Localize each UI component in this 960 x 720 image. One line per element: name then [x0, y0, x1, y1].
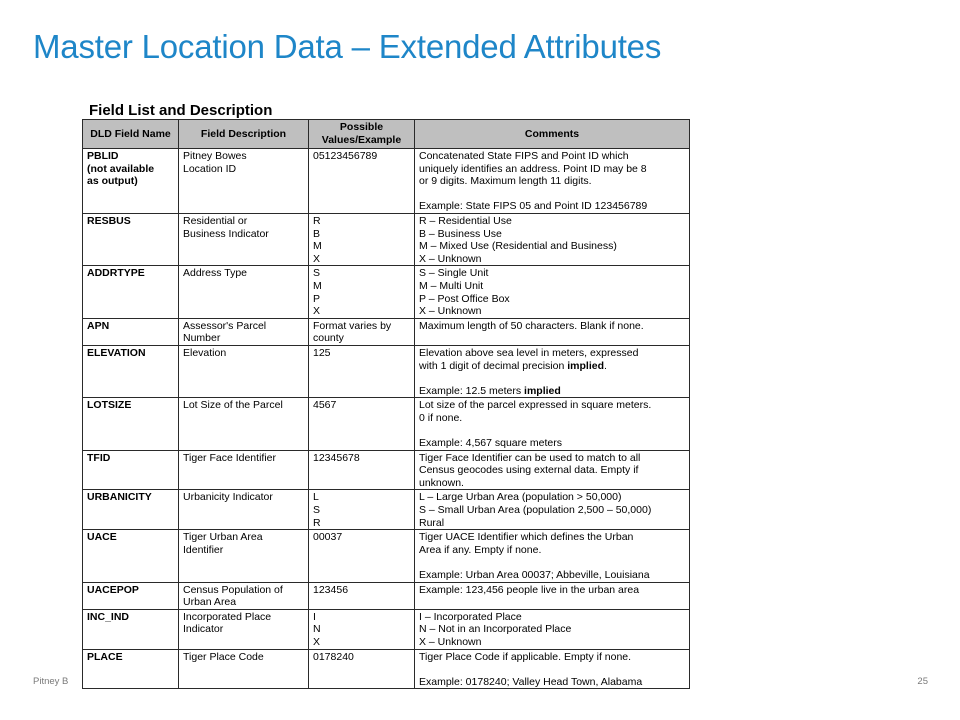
comment-text: N – Not in an Incorporated Place: [419, 623, 572, 636]
possible-values-cell: 125: [309, 345, 415, 397]
comment-text: .: [604, 359, 607, 372]
comment-line: [419, 477, 685, 490]
table-row: [83, 345, 690, 397]
field-name-cell: ADDRTYPE: [83, 266, 179, 318]
comment-line: [419, 412, 685, 425]
comment-line: [419, 200, 685, 213]
comments-cell: [415, 582, 690, 609]
field-description-cell: Tiger Place Code: [179, 649, 309, 689]
field-name-cell: ELEVATION: [83, 345, 179, 397]
comment-text: Lot size of the parcel expressed in square meters.: [419, 399, 652, 412]
comment-line: [419, 360, 685, 373]
field-name-cell: UACE: [83, 530, 179, 582]
possible-values-cell: 123456: [309, 582, 415, 609]
field-description-cell: Lot Size of the Parcel: [179, 398, 309, 450]
table-header-row: [83, 120, 690, 149]
comment-line: [419, 544, 685, 557]
field-name-cell: PBLID (not available as output): [83, 149, 179, 214]
comments-cell: [415, 398, 690, 450]
comment-line: [419, 424, 685, 437]
field-description-cell: Census Population of Urban Area: [179, 582, 309, 609]
comment-line: [419, 228, 685, 241]
comment-text: P – Post Office Box: [419, 292, 510, 305]
field-description-cell: Urbanicity Indicator: [179, 490, 309, 530]
footer-company-text: Pitney B: [33, 676, 69, 687]
field-name-cell: LOTSIZE: [83, 398, 179, 450]
comment-text: Example: 4,567 square meters: [419, 437, 562, 450]
comment-line: [419, 504, 685, 517]
comment-text: M – Multi Unit: [419, 279, 484, 292]
comment-line: [419, 372, 685, 385]
table-row: [83, 649, 690, 689]
table-row: [83, 398, 690, 450]
comment-line: [419, 293, 685, 306]
comment-text: Example: State FIPS 05 and Point ID 123456789: [419, 200, 648, 213]
comment-text: Maximum length of 50 characters. Blank if none.: [419, 319, 644, 332]
possible-values-cell: 0178240: [309, 649, 415, 689]
comment-line: [419, 531, 685, 544]
table-row: [83, 490, 690, 530]
possible-values-cell: L S R: [309, 490, 415, 530]
comment-line: [419, 437, 685, 450]
comment-text: 0 if none.: [419, 411, 463, 424]
field-description-cell: Assessor's Parcel Number: [179, 318, 309, 345]
field-description-cell: Incorporated Place Indicator: [179, 609, 309, 649]
table-row: [83, 149, 690, 214]
table-row: [83, 450, 690, 490]
comment-line: [419, 253, 685, 266]
comments-cell: [415, 450, 690, 490]
comments-cell: [415, 149, 690, 214]
comment-text: Elevation above sea level in meters, expressed: [419, 346, 639, 359]
field-description-cell: Address Type: [179, 266, 309, 318]
comments-cell: [415, 266, 690, 318]
comment-text: X – Unknown: [419, 252, 482, 265]
possible-values-cell: 00037: [309, 530, 415, 582]
comment-text: Example: 0178240; Valley Head Town, Alabama: [419, 675, 643, 688]
field-name-cell: INC_IND: [83, 609, 179, 649]
page-title: Master Location Data – Extended Attributes: [33, 28, 662, 65]
comment-text: unknown.: [419, 476, 464, 489]
possible-values-cell: Format varies by county: [309, 318, 415, 345]
comment-emphasis: implied: [524, 384, 561, 397]
comment-line: [419, 491, 685, 504]
comment-line: [419, 347, 685, 360]
comment-text: Area if any. Empty if none.: [419, 543, 542, 556]
comment-line: [419, 163, 685, 176]
comment-text: Rural: [419, 516, 445, 529]
comment-line: [419, 150, 685, 163]
comment-line: [419, 385, 685, 398]
table-row: [83, 213, 690, 265]
field-description-cell: Residential or Business Indicator: [179, 213, 309, 265]
comment-line: [419, 556, 685, 569]
table-row: [83, 530, 690, 582]
possible-values-cell: R B M X: [309, 213, 415, 265]
field-name-cell: APN: [83, 318, 179, 345]
comment-text: with 1 digit of decimal precision: [419, 359, 568, 372]
comments-cell: [415, 318, 690, 345]
comment-line: [419, 305, 685, 318]
possible-values-cell: 4567: [309, 398, 415, 450]
comment-line: [419, 676, 685, 689]
table-row: [83, 609, 690, 649]
field-name-cell: PLACE: [83, 649, 179, 689]
page-number: 25: [917, 676, 928, 687]
comment-text: Tiger UACE Identifier which defines the Urban: [419, 531, 634, 544]
comments-cell: [415, 490, 690, 530]
comment-text: X – Unknown: [419, 305, 482, 318]
comment-line: [419, 623, 685, 636]
possible-values-cell: 12345678: [309, 450, 415, 490]
field-name-cell: UACEPOP: [83, 582, 179, 609]
comment-line: [419, 320, 685, 333]
field-description-cell: Pitney Bowes Location ID: [179, 149, 309, 214]
comment-text: L – Large Urban Area (population > 50,000): [419, 491, 622, 504]
column-header-field-description: Field Description: [179, 120, 309, 149]
field-description-cell: Elevation: [179, 345, 309, 397]
comment-line: [419, 175, 685, 188]
comment-line: [419, 452, 685, 465]
comment-line: [419, 240, 685, 253]
comment-line: [419, 584, 685, 597]
possible-values-cell: I N X: [309, 609, 415, 649]
comment-text: Example: 12.5 meters: [419, 384, 525, 397]
table-row: [83, 582, 690, 609]
comment-text: Concatenated State FIPS and Point ID which: [419, 150, 629, 162]
comment-text: S – Small Urban Area (population 2,500 – 50,000): [419, 504, 652, 517]
comments-cell: [415, 530, 690, 582]
comment-text: or 9 digits. Maximum length 11 digits.: [419, 175, 592, 188]
comments-cell: [415, 213, 690, 265]
comment-line: [419, 267, 685, 280]
field-description-cell: Tiger Face Identifier: [179, 450, 309, 490]
field-name-cell: TFID: [83, 450, 179, 490]
comments-cell: [415, 609, 690, 649]
comment-line: [419, 663, 685, 676]
comment-text: uniquely identifies an address. Point ID may be 8: [419, 162, 647, 175]
comment-emphasis: implied: [567, 359, 605, 372]
comment-line: [419, 188, 685, 201]
comment-line: [419, 464, 685, 477]
comment-text: Tiger Face Identifier can be used to match to all: [419, 451, 641, 464]
column-header-comments: Comments: [415, 120, 690, 149]
comment-text: Tiger Place Code if applicable. Empty if none.: [419, 650, 632, 663]
column-header-field-name: DLD Field Name: [83, 120, 179, 149]
comment-line: [419, 280, 685, 293]
comments-cell: [415, 649, 690, 689]
comment-line: [419, 636, 685, 649]
possible-values-cell: S M P X: [309, 266, 415, 318]
comment-text: S – Single Unit: [419, 267, 489, 280]
table-row: [83, 318, 690, 345]
comment-line: [419, 399, 685, 412]
comment-text: Census geocodes using external data. Empty if: [419, 464, 639, 477]
comment-line: [419, 651, 685, 664]
comment-text: Example: Urban Area 00037; Abbeville, Louisiana: [419, 569, 650, 581]
comments-cell: [415, 345, 690, 397]
field-name-cell: URBANICITY: [83, 490, 179, 530]
comment-text: I – Incorporated Place: [419, 610, 522, 623]
comment-text: B – Business Use: [419, 227, 502, 240]
comment-line: [419, 611, 685, 624]
comment-line: [419, 215, 685, 228]
comment-text: Example: 123,456 people live in the urban area: [419, 583, 640, 596]
field-description-cell: Tiger Urban Area Identifier: [179, 530, 309, 582]
table-row: [83, 266, 690, 318]
comment-text: M – Mixed Use (Residential and Business): [419, 240, 617, 253]
table-heading: Field List and Description: [89, 102, 273, 119]
comment-line: [419, 569, 685, 582]
column-header-possible-values: Possible Values/Example: [309, 120, 415, 149]
possible-values-cell: 05123456789: [309, 149, 415, 214]
comment-line: [419, 517, 685, 530]
comment-text: X – Unknown: [419, 635, 482, 648]
comment-text: R – Residential Use: [419, 214, 512, 227]
field-name-cell: RESBUS: [83, 213, 179, 265]
field-list-table: [82, 119, 690, 689]
